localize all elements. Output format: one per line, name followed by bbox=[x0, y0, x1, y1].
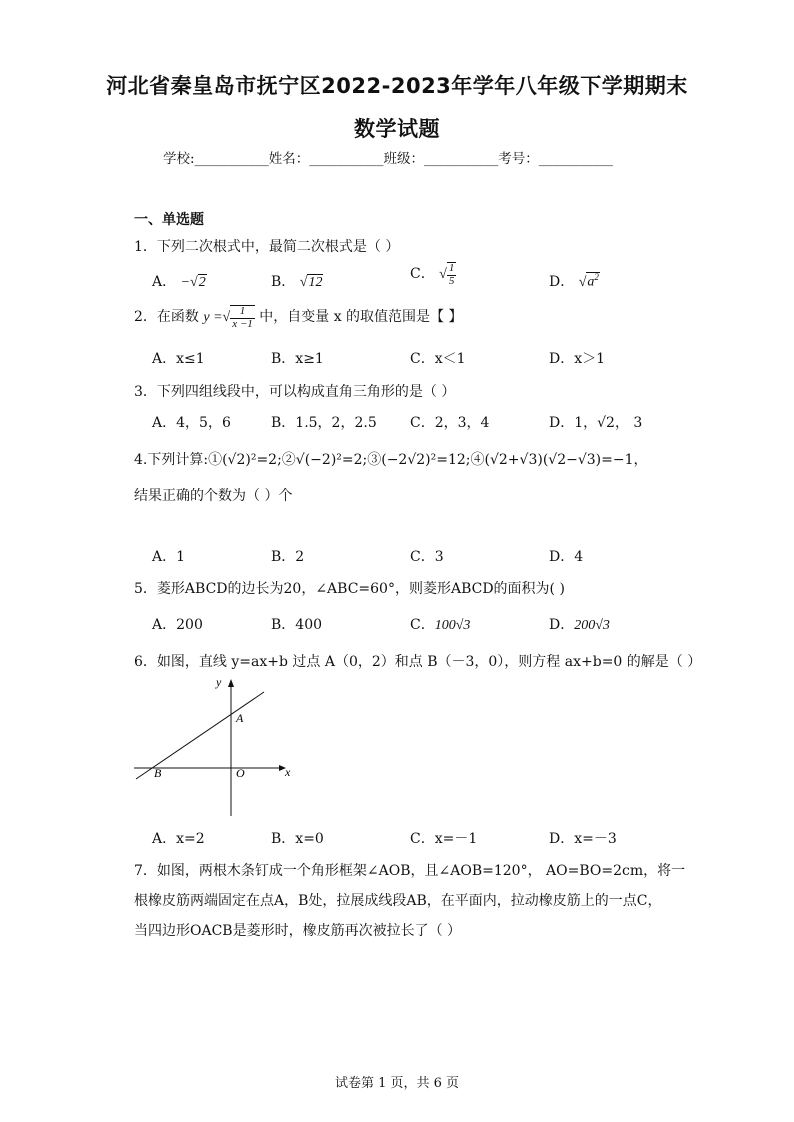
point-b-label: B bbox=[154, 766, 162, 780]
question-6-option-c: C．x=－1 bbox=[410, 831, 478, 847]
question-5-option-b: B．400 bbox=[271, 617, 323, 633]
question-4-stem-line2: 结果正确的个数为（ ）个 bbox=[134, 488, 293, 504]
page-footer: 试卷第 1 页，共 6 页 bbox=[334, 1076, 460, 1091]
question-5-option-c: C．100√3 bbox=[410, 617, 471, 633]
option-b-formula: √12 bbox=[299, 275, 323, 290]
question-1-option-c: C． √ $\frac{1}{5}$ bbox=[410, 262, 455, 287]
question-1-option-a: A． −√2 bbox=[152, 274, 206, 290]
question-4-option-a: A．1 bbox=[152, 549, 186, 565]
question-4-option-b: B．2 bbox=[271, 549, 305, 565]
question-5-option-a: A．200 bbox=[152, 617, 203, 633]
question-6-stem: 6．如图，直线 y=ax+b 过点 A（0，2）和点 B（－3，0），则方程 ax+b=0 的解是（ ） bbox=[134, 654, 702, 670]
question-2-option-d: D．x＞1 bbox=[549, 351, 606, 367]
question-3-option-b: B．1.5，2，2.5 bbox=[271, 415, 377, 431]
question-2-option-c: C．x＜1 bbox=[410, 351, 466, 367]
question-6-figure bbox=[130, 676, 300, 818]
section-heading: 一、单选题 bbox=[134, 212, 204, 228]
point-a-label: A bbox=[236, 711, 244, 725]
question-5-stem: 5．菱形ABCD的边长为20，∠ABC=60°，则菱形ABCD的面积为( ) bbox=[134, 581, 565, 597]
y-axis-arrow bbox=[228, 679, 234, 687]
question-3-stem: 3．下列四组线段中，可以构成直角三角形的是（ ） bbox=[134, 384, 456, 400]
question-4-stem-line1: 4.下列计算:①(√2)²=2;②√(−2)²=2;③(−2√2)²=12;④(√2+√3)(√2−√3)=−1， bbox=[134, 452, 648, 468]
question-2-stem: 2．在函数 y =√ $\frac{1}{x -1}$ 中，自变量 x 的取值范围是【 】 bbox=[134, 305, 463, 330]
question-7-stem-line2: 根橡皮筋两端固定在点A，B处，拉展成线段AB，在平面内，拉动橡皮筋上的一点C， bbox=[134, 893, 662, 909]
option-d-formula: $√a^2$ bbox=[578, 272, 599, 290]
question-6-option-b: B．x=0 bbox=[271, 831, 324, 847]
question-1-stem: 1．下列二次根式中，最简二次根式是（ ） bbox=[134, 239, 400, 255]
question-2-option-a: A．x≤1 bbox=[152, 351, 205, 367]
x-axis-label: x bbox=[285, 765, 291, 779]
question-6-option-d: D．x=－3 bbox=[549, 831, 617, 847]
option-a-formula: −√2 bbox=[180, 275, 206, 290]
question-3-option-c: C．2，3，4 bbox=[410, 415, 490, 431]
question-7-stem-line3: 当四边形OACB是菱形时，橡皮筋再次被拉长了（ ） bbox=[134, 923, 462, 939]
origin-label: O bbox=[236, 766, 245, 780]
option-c-formula: √ $\frac{1}{5}$ bbox=[439, 262, 455, 287]
y-axis-label: y bbox=[216, 676, 222, 689]
question-3-option-a: A．4，5，6 bbox=[152, 415, 231, 431]
question-4-option-c: C．3 bbox=[410, 549, 444, 565]
student-info-line: 学校:___________姓名：___________班级：___________考号：___________ bbox=[163, 151, 614, 167]
question-7-stem-line1: 7．如图，两根木条钉成一个角形框架∠AOB，且∠AOB=120°， AO=BO=2cm，将一 bbox=[134, 863, 686, 879]
question-1-option-b: B． √12 bbox=[271, 274, 323, 290]
question-5-option-d: D．200√3 bbox=[549, 617, 610, 633]
question-1-option-d: D． $√a^2$ bbox=[549, 272, 599, 290]
question-4-option-d: D．4 bbox=[549, 549, 584, 565]
question-6-option-a: A．x=2 bbox=[152, 831, 205, 847]
question-2-option-b: B．x≥1 bbox=[271, 351, 324, 367]
function-formula: y =√ $\frac{1}{x -1}$ bbox=[203, 305, 253, 330]
paper-title-line1: 河北省秦皇岛市抚宁区2022-2023年学年八年级下学期期末 bbox=[106, 74, 688, 98]
question-3-option-d: D．1，√2， 3 bbox=[549, 415, 643, 431]
paper-title-line2: 数学试题 bbox=[354, 117, 440, 141]
